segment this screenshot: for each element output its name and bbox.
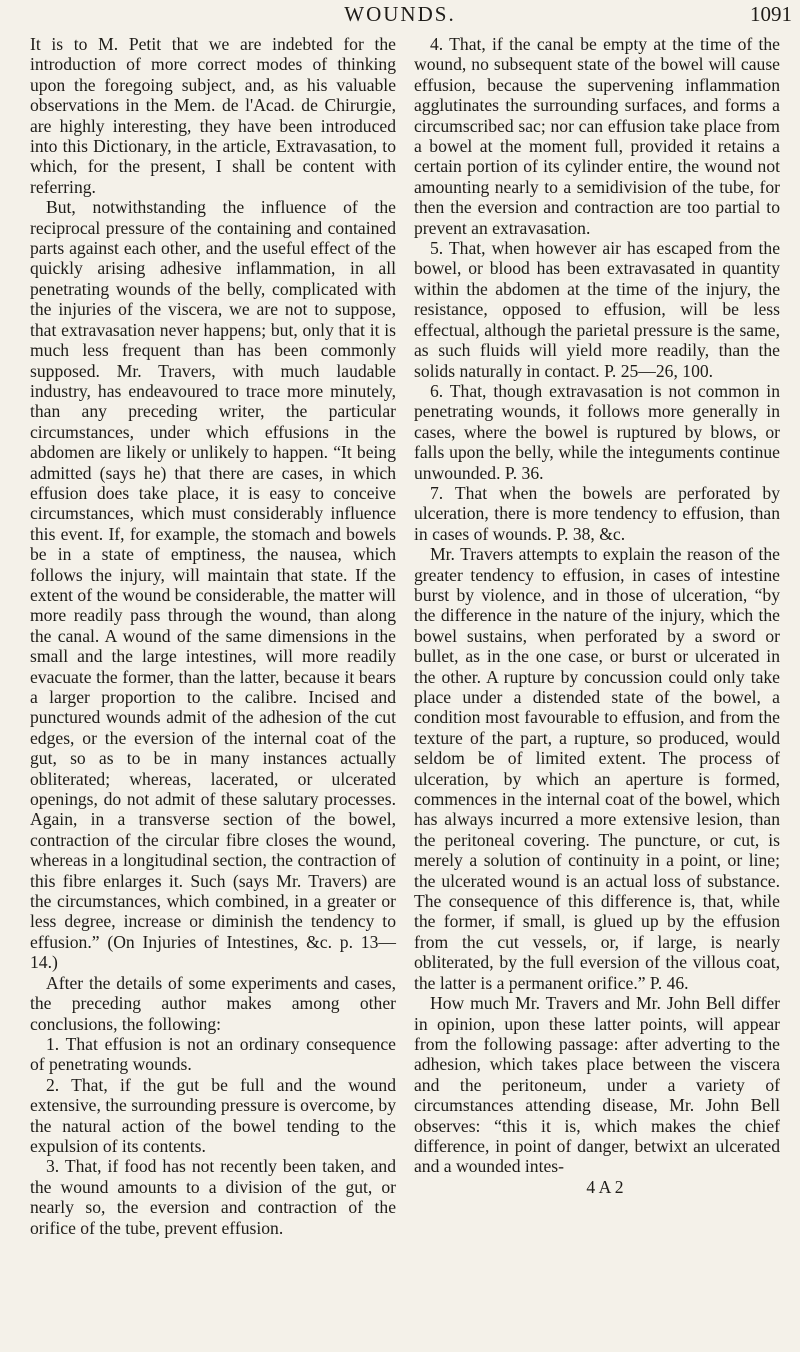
- paragraph: But, notwithstanding the influence of the reciprocal pressure of the containing and contained parts against each other, and the useful effect of the quickly arising adhesive inflammation, in all penetrating wounds of the belly, complicated with the injuries of the viscera, we are not to suppose, that extravasation never happens; but, only that it is much less frequent than has been commonly supposed. Mr. Travers, with much laudable industry, has endeavoured to trace more minutely, than any preceding writer, the particular circumstances, under which effusions in the abdomen are likely or unlikely to happen. “It being admitted (says he) that there are cases, in which effusion does take place, it is easy to conceive circumstances, which must considerably influence this event. If, for example, the stomach and bowels be in a state of emptiness, the nausea, which follows the injury, will maintain that state. If the extent of the wound be considerable, the matter will more readily pass through the wound, than along the canal. A wound of the same dimensions in the small and the large intestines, will more readily evacuate the former, than the latter, because it bears a larger proportion to the calibre. Incised and punctured wounds admit of the adhesion of the cut edges, or the eversion of the internal coat of the gut, so as to be in many instances actually obliterated; whereas, lacerated, or ulcerated openings, do not admit of these salutary processes. Again, in a transverse section of the bowel, contraction of the circular fibre closes the wound, whereas in a longitudinal section, the contraction of this fibre enlarges it. Such (says Mr. Travers) are the circumstances, which combined, in a greater or less degree, increase or diminish the tendency to effusion.” (On Injuries of Intestines, &c. p. 13—14.): [30, 197, 396, 973]
- paragraph: After the details of some experiments and cases, the preceding author makes among other conclusions, the following:: [30, 972, 396, 1034]
- paragraph: 6. That, though extravasation is not common in penetrating wounds, it follows more generally in cases, where the bowel is ruptured by blows, or falls upon the belly, while the integuments continue unwounded. P. 36.: [414, 380, 780, 483]
- paragraph: How much Mr. Travers and Mr. John Bell differ in opinion, upon these latter points, will appear from the following passage: after adverting to the adhesion, which takes place between the viscera and the peritoneum, under a variety of circumstances attending disease, Mr. John Bell observes: “this it is, which makes the chief difference, in point of danger, betwixt an ulcerated and a wounded intes-: [414, 993, 780, 1177]
- paragraph: Mr. Travers attempts to explain the reason of the greater tendency to effusion, in cases of intestine burst by violence, and in those of ulceration, “by the difference in the nature of the injury, which the bowel sustains, when perforated by a sword or bullet, as in the one case, or burst or ulcerated in the other. A rupture by concussion could only take place under a distended state of the bowel, a condition most favourable to effusion, and from the texture of the part, a rupture, so produced, would seldom be of limited extent. The process of ulceration, by which an aperture is formed, commences in the internal coat of the bowel, which has always incurred a more extensive lesion, than the peritoneal covering. The puncture, or cut, is merely a solution of continuity in a point, or line; the ulcerated wound is an actual loss of substance. The consequence of this difference is, that, while the former, if small, is glued up by the effusion from the cut vessels, or, if large, is nearly obliterated, by the full eversion of the villous coat, the latter is a permanent orifice.” P. 46.: [414, 544, 780, 993]
- running-title: WOUNDS.: [344, 2, 456, 26]
- left-column: [30, 34, 396, 1238]
- paragraph: 7. That when the bowels are perforated by ulceration, there is more tendency to effusion, than in cases of wounds. P. 38, &c.: [414, 482, 780, 544]
- paragraph: 4. That, if the canal be empty at the time of the wound, no subsequent state of the bowel will cause effusion, because the supervening inflammation agglutinates the surrounding surfaces, and forms a circumscribed sac; nor can effusion take place from a bowel at the moment full, provided it retains a certain portion of its cylinder entire, the wound not amounting nearly to a semidivision of the tube, for then the eversion and contraction are too partial to prevent an extravasation.: [414, 34, 780, 238]
- paragraph: 3. That, if food has not recently been taken, and the wound amounts to a division of the gut, or nearly so, the eversion and contraction of the orifice of the tube, prevent effusion.: [30, 1156, 396, 1238]
- signature-mark: 4 A 2: [586, 1176, 624, 1197]
- paragraph: 5. That, when however air has escaped from the bowel, or blood has been extravasated in quantity within the abdomen at the time of the injury, the resistance, opposed to effusion, will be less effectual, although the parietal pressure is the same, as such fluids will yield more readily, than the solids naturally in contact. P. 25—26, 100.: [414, 238, 780, 381]
- paragraph: It is to M. Petit that we are indebted for the introduction of more correct modes of thinking upon the foregoing subject, and, as his valuable observations in the Mem. de l'Acad. de Chirurgie, are highly interesting, they have been introduced into this Dictionary, in the article, Extravasation, to which, for the present, I shall be content with referring.: [30, 34, 396, 197]
- page-number: 1091: [750, 2, 792, 26]
- right-column: [414, 34, 780, 1197]
- paragraph: 2. That, if the gut be full and the wound extensive, the surrounding pressure is overcome, by the natural action of the bowel tending to the expulsion of its contents.: [30, 1074, 396, 1156]
- paragraph: 1. That effusion is not an ordinary consequence of penetrating wounds.: [30, 1033, 396, 1075]
- page-header: [0, 2, 800, 32]
